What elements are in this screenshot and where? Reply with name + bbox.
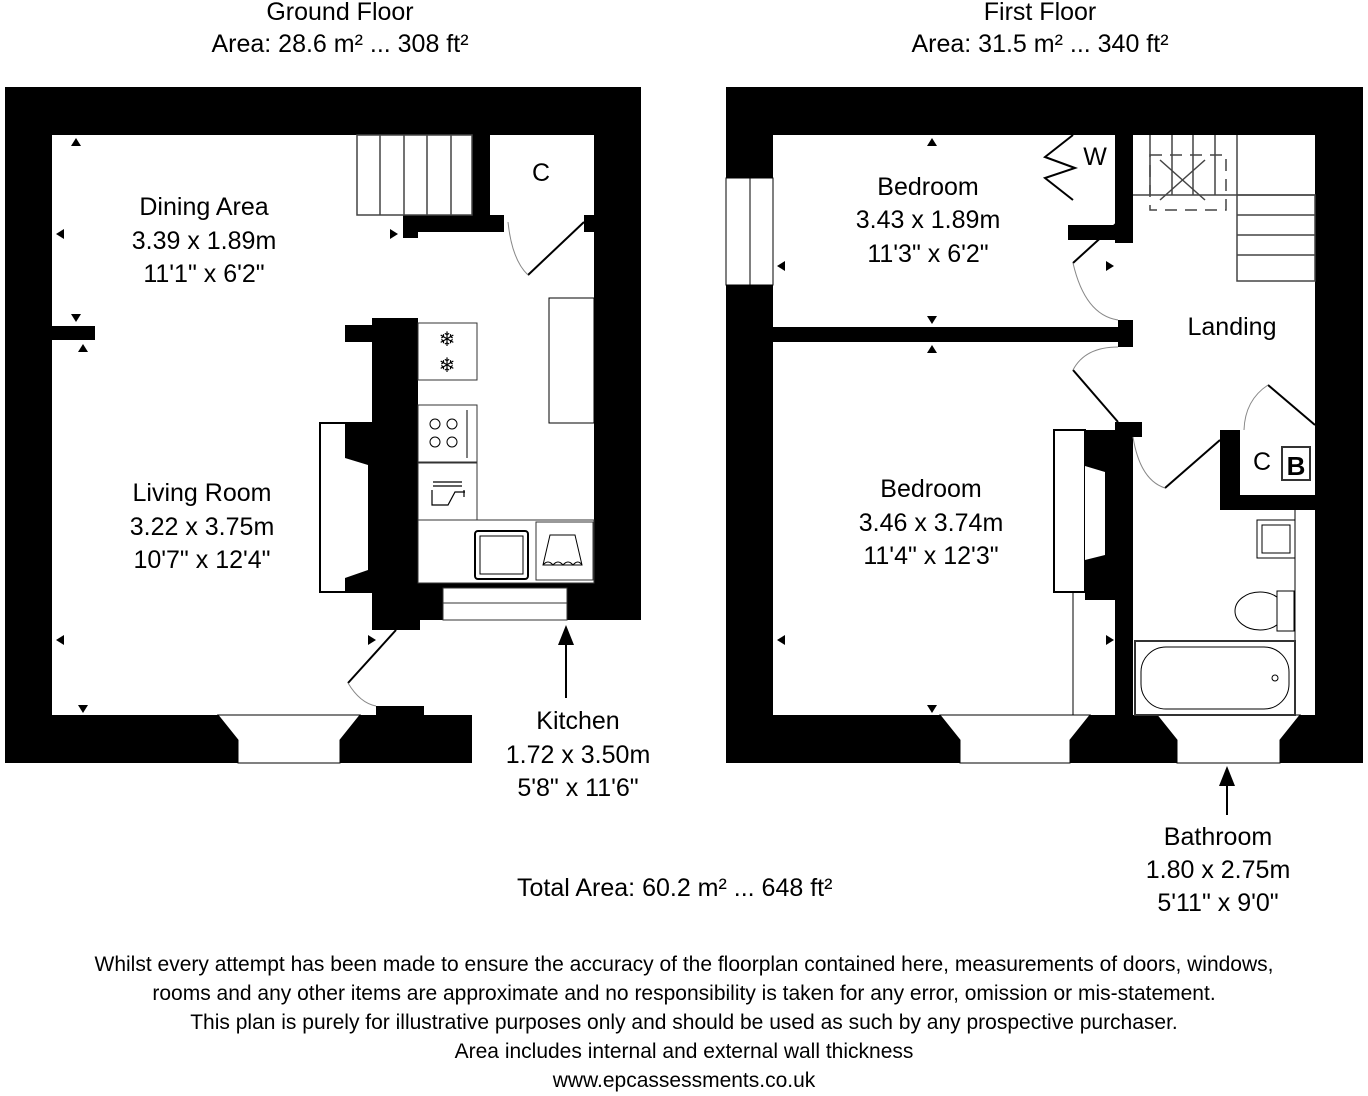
website: www.epcassessments.co.uk	[552, 1069, 816, 1092]
wall	[5, 87, 52, 763]
room-name: Landing	[1187, 313, 1277, 341]
room-name: Dining Area	[139, 193, 269, 221]
ground-floor-plan	[5, 0, 650, 802]
wardrobe-label: W	[1083, 143, 1107, 171]
wall	[5, 87, 641, 135]
disclaimer-line: This plan is purely for illustrative purposes only and should be used as such by any prospective purchaser.	[190, 1011, 1178, 1034]
floor-area: Area: 31.5 m² ... 340 ft²	[911, 30, 1169, 58]
total-area: Total Area: 60.2 m² ... 648 ft²	[517, 874, 833, 902]
room-metric: 1.72 x 3.50m	[505, 741, 651, 769]
kitchen-unit	[549, 298, 594, 423]
room-name: Kitchen	[536, 707, 620, 735]
window	[940, 715, 1090, 763]
room-metric: 3.39 x 1.89m	[131, 227, 277, 255]
room-metric: 3.43 x 1.89m	[855, 206, 1001, 234]
dishwasher	[418, 463, 477, 520]
disclaimer-line: rooms and any other items are approximate and no responsibility is taken for any error, omission or mis-statement.	[152, 982, 1216, 1005]
room-metric: 3.46 x 3.74m	[858, 509, 1004, 537]
disclaimer-line: Area includes internal and external wall thickness	[454, 1040, 914, 1063]
first-floor-plan	[726, 0, 1363, 917]
room-name: Bedroom	[877, 173, 979, 201]
room-imperial: 11'3" x 6'2"	[867, 240, 989, 268]
disclaimer-line: Whilst every attempt has been made to ensure the accuracy of the floorplan contained here, measurements of doors, windows,	[94, 953, 1274, 976]
room-imperial: 11'4" x 12'3"	[863, 542, 999, 570]
washbasin	[1257, 520, 1295, 558]
snowflake-icon: ❄	[438, 329, 456, 351]
sink	[475, 531, 528, 579]
room-imperial: 5'11" x 9'0"	[1157, 889, 1279, 917]
door	[528, 222, 584, 275]
stairs	[357, 135, 472, 215]
floor-title: Ground Floor	[266, 0, 414, 26]
stairs	[1133, 135, 1315, 281]
wall	[594, 87, 641, 620]
snowflake-icon: ❄	[438, 355, 456, 377]
room-name: Bathroom	[1163, 823, 1273, 851]
room-metric: 3.22 x 3.75m	[129, 513, 275, 541]
room-name: Living Room	[132, 479, 272, 507]
boiler-label: B	[1286, 451, 1306, 481]
floor-title: First Floor	[983, 0, 1097, 26]
cupboard-label: C	[531, 159, 551, 187]
room-imperial: 11'1" x 6'2"	[143, 260, 265, 288]
cupboard-label: C	[1252, 448, 1272, 476]
wall-stub	[52, 326, 95, 340]
floor-area: Area: 28.6 m² ... 308 ft²	[211, 30, 469, 58]
washing-machine	[536, 522, 593, 580]
window	[218, 715, 360, 763]
room-imperial: 10'7" x 12'4"	[133, 546, 271, 574]
window	[1157, 715, 1300, 763]
disclaimer	[0, 950, 1368, 1095]
chimney-breast	[372, 318, 418, 630]
room-imperial: 5'8" x 11'6"	[517, 774, 639, 802]
room-name: Bedroom	[880, 475, 982, 503]
room-metric: 1.80 x 2.75m	[1145, 856, 1291, 884]
hob	[418, 405, 477, 462]
bath	[1135, 641, 1295, 715]
window	[443, 588, 567, 620]
